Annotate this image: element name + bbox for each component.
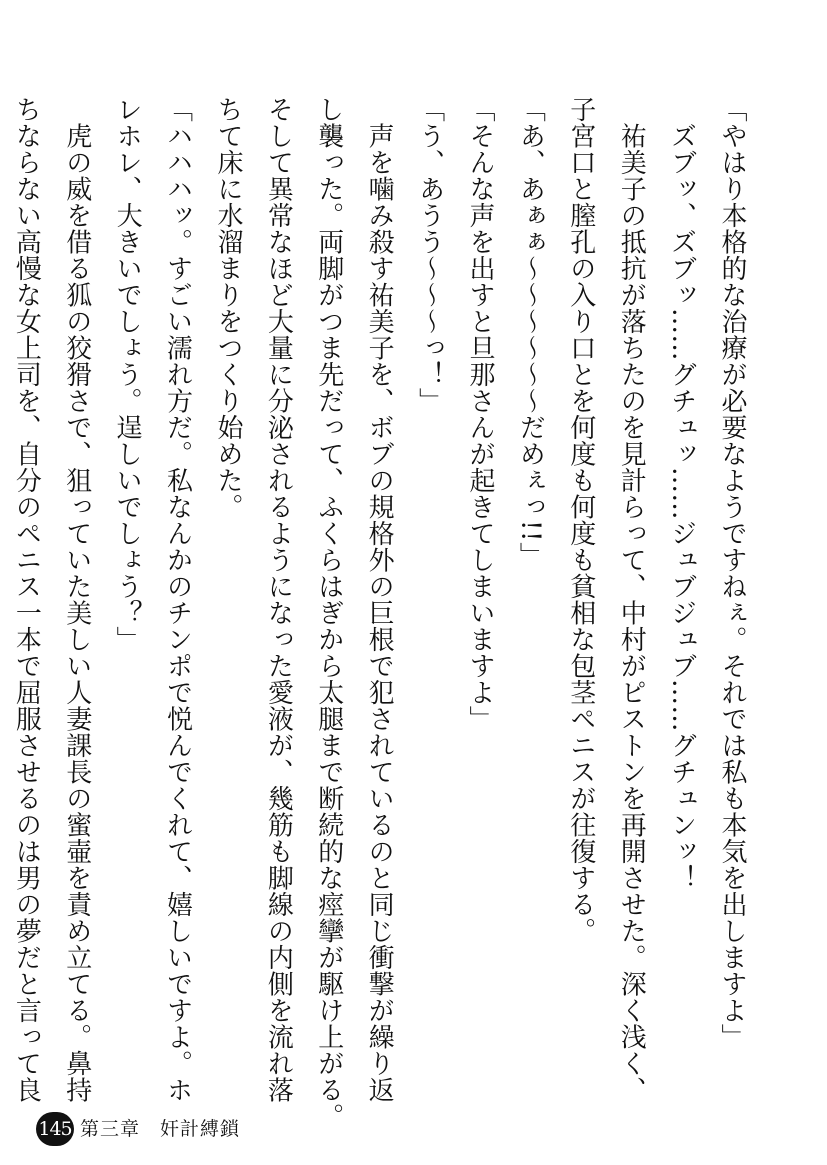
text-line: 声を噛み殺す祐美子を、ボブの規格外の巨根で犯されているのと同じ衝撃が繰り返 <box>364 96 395 1103</box>
text-line: 「そんな声を出すと旦那さんが起きてしまいますよ」 <box>464 96 495 732</box>
text-line: し襲った。両脚がつま先だって、ふくらはぎから太腿まで断続的な痙攣が駆け上がる。 <box>313 96 344 1130</box>
text-line: 「やはり本格的な治療が必要なようですねぇ。それでは私も本気を出しますよ」 <box>717 96 747 1050</box>
page-number-badge: 145 <box>36 1112 74 1146</box>
text-line: 「あ、あぁぁ～～～～～～だめぇっ!!」 <box>515 96 546 569</box>
text-line: ちて床に水溜まりをつくり始めた。 <box>212 96 243 520</box>
text-line: そして異常なほど大量に分泌されるようになった愛液が、幾筋も脚線の内側を流れ落 <box>263 96 294 1103</box>
text-line: 「う、あうう～～～っ！」 <box>414 96 445 414</box>
text-line: レホレ、大きいでしょう。逞しいでしょう？」 <box>112 96 143 653</box>
text-line: ちならない高慢な女上司を、自分のペニス一本で屈服させるのは男の夢だと言って良 <box>11 96 42 1103</box>
text-line: 子宮口と膣孔の入り口とを何度も何度も貧相な包茎ペニスが往復する。 <box>565 96 596 944</box>
text-line: 祐美子の抵抗が落ちたのを見計らって、中村がピストンを再開させた。深く浅く、 <box>616 96 647 1103</box>
text-line: 「ハハハッ。すごい濡れ方だ。私なんかのチンポで悦んでくれて、嬉しいですよ。ホ <box>162 96 193 1103</box>
text-line: 虎の威を借る狐の狡猾さで、狙っていた美しい人妻課長の蜜壷を責め立てる。鼻持 <box>61 96 92 1103</box>
page-footer <box>36 1112 240 1146</box>
chapter-title: 第三章 奸計縛鎖 <box>80 1118 241 1140</box>
text-line: ズブッ、ズブッ……グチュッ……ジュブジュブ……グチュンッ！ <box>666 96 697 891</box>
